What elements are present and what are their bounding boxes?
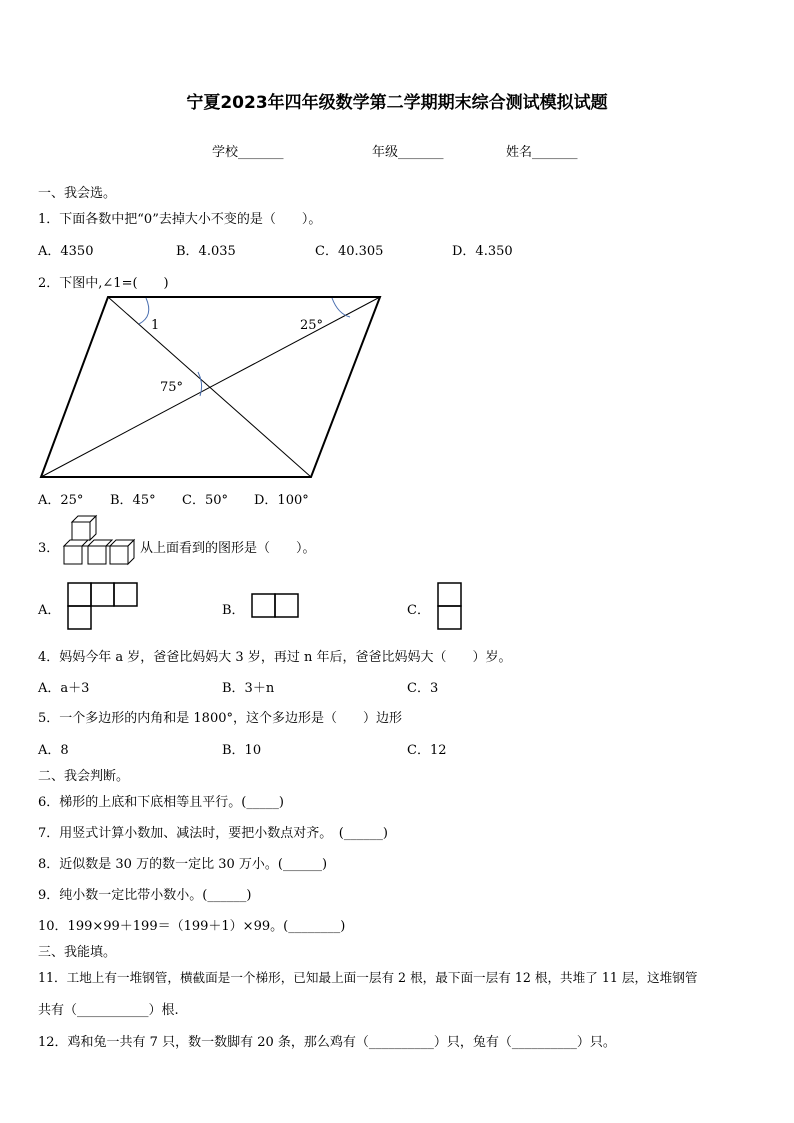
question-11-line-1: 11．工地上有一堆钢管，横截面是一个梯形，已知最上面一层有 2 根，最下面一层有 12 根，共堆了 11 层，这堆钢管 — [38, 970, 698, 985]
school-field[interactable]: 学校_______ — [212, 145, 284, 160]
question-12: 12．鸡和兔一共有 7 只，数一数脚有 20 条，那么鸡有（__________）只，兔有（__________）只。 — [38, 1035, 616, 1050]
parallelogram-figure — [36, 292, 386, 482]
page-title: 宁夏2023年四年级数学第二学期期末综合测试模拟试题 — [186, 93, 608, 113]
section-heading-2: 二、我会判断。 — [38, 769, 130, 784]
question-4: 4．妈妈今年 a 岁，爸爸比妈妈大 3 岁，再过 n 年后，爸爸比妈妈大（ ）岁。 — [38, 650, 512, 665]
q5-option-c[interactable]: C．12 — [407, 743, 447, 758]
angle-75-label: 75° — [160, 380, 184, 395]
q2-option-b[interactable]: B．45° — [110, 493, 156, 508]
q2-option-a[interactable]: A．25° — [38, 493, 84, 508]
question-6: 6．梯形的上底和下底相等且平行。(_____) — [38, 795, 284, 810]
grade-field[interactable]: 年级_______ — [372, 145, 444, 160]
name-field[interactable]: 姓名_______ — [506, 145, 578, 160]
angle-1-label: 1 — [151, 318, 160, 333]
q2-option-c[interactable]: C．50° — [182, 493, 228, 508]
q3-option-b[interactable]: B． — [222, 603, 245, 618]
question-7: 7．用竖式计算小数加、减法时，要把小数点对齐。 (______) — [38, 826, 388, 841]
question-1: 1．下面各数中把“0”去掉大小不变的是（ ）。 — [38, 212, 322, 227]
q3-option-c[interactable]: C． — [407, 603, 430, 618]
question-9: 9．纯小数一定比带小数小。(______) — [38, 888, 252, 903]
q1-option-c[interactable]: C．40.305 — [315, 244, 384, 259]
question-5: 5．一个多边形的内角和是 1800°，这个多边形是（ ）边形 — [38, 711, 402, 726]
section-heading-1: 一、我会选。 — [38, 186, 117, 201]
question-2: 2．下图中,∠1=( ) — [38, 276, 169, 291]
q4-option-b[interactable]: B．3＋n — [222, 681, 275, 696]
angle-25-label: 25° — [300, 318, 324, 333]
q3-option-b-figure — [250, 592, 302, 620]
q4-option-c[interactable]: C．3 — [407, 681, 439, 696]
q1-option-a[interactable]: A．4350 — [38, 244, 94, 259]
q4-option-a[interactable]: A．a＋3 — [38, 681, 90, 696]
q1-option-d[interactable]: D．4.350 — [452, 244, 513, 259]
q5-option-b[interactable]: B．10 — [222, 743, 262, 758]
question-10: 10．199×99＋199＝（199＋1）×99。(________) — [38, 919, 346, 934]
q2-option-d[interactable]: D．100° — [254, 493, 309, 508]
question-8: 8．近似数是 30 万的数一定比 30 万小。(______) — [38, 857, 328, 872]
cube-stack-figure — [60, 514, 140, 570]
section-heading-3: 三、我能填。 — [38, 945, 117, 960]
q3-option-c-figure — [436, 581, 464, 633]
question-3: 从上面看到的图形是（ ）。 — [140, 541, 316, 556]
question-11-line-2: 共有（___________）根. — [38, 1003, 179, 1018]
q1-option-b[interactable]: B．4.035 — [176, 244, 236, 259]
q5-option-a[interactable]: A．8 — [38, 743, 69, 758]
question-3-number: 3． — [38, 541, 60, 556]
q3-option-a[interactable]: A． — [38, 603, 61, 618]
q3-option-a-figure — [66, 581, 140, 633]
